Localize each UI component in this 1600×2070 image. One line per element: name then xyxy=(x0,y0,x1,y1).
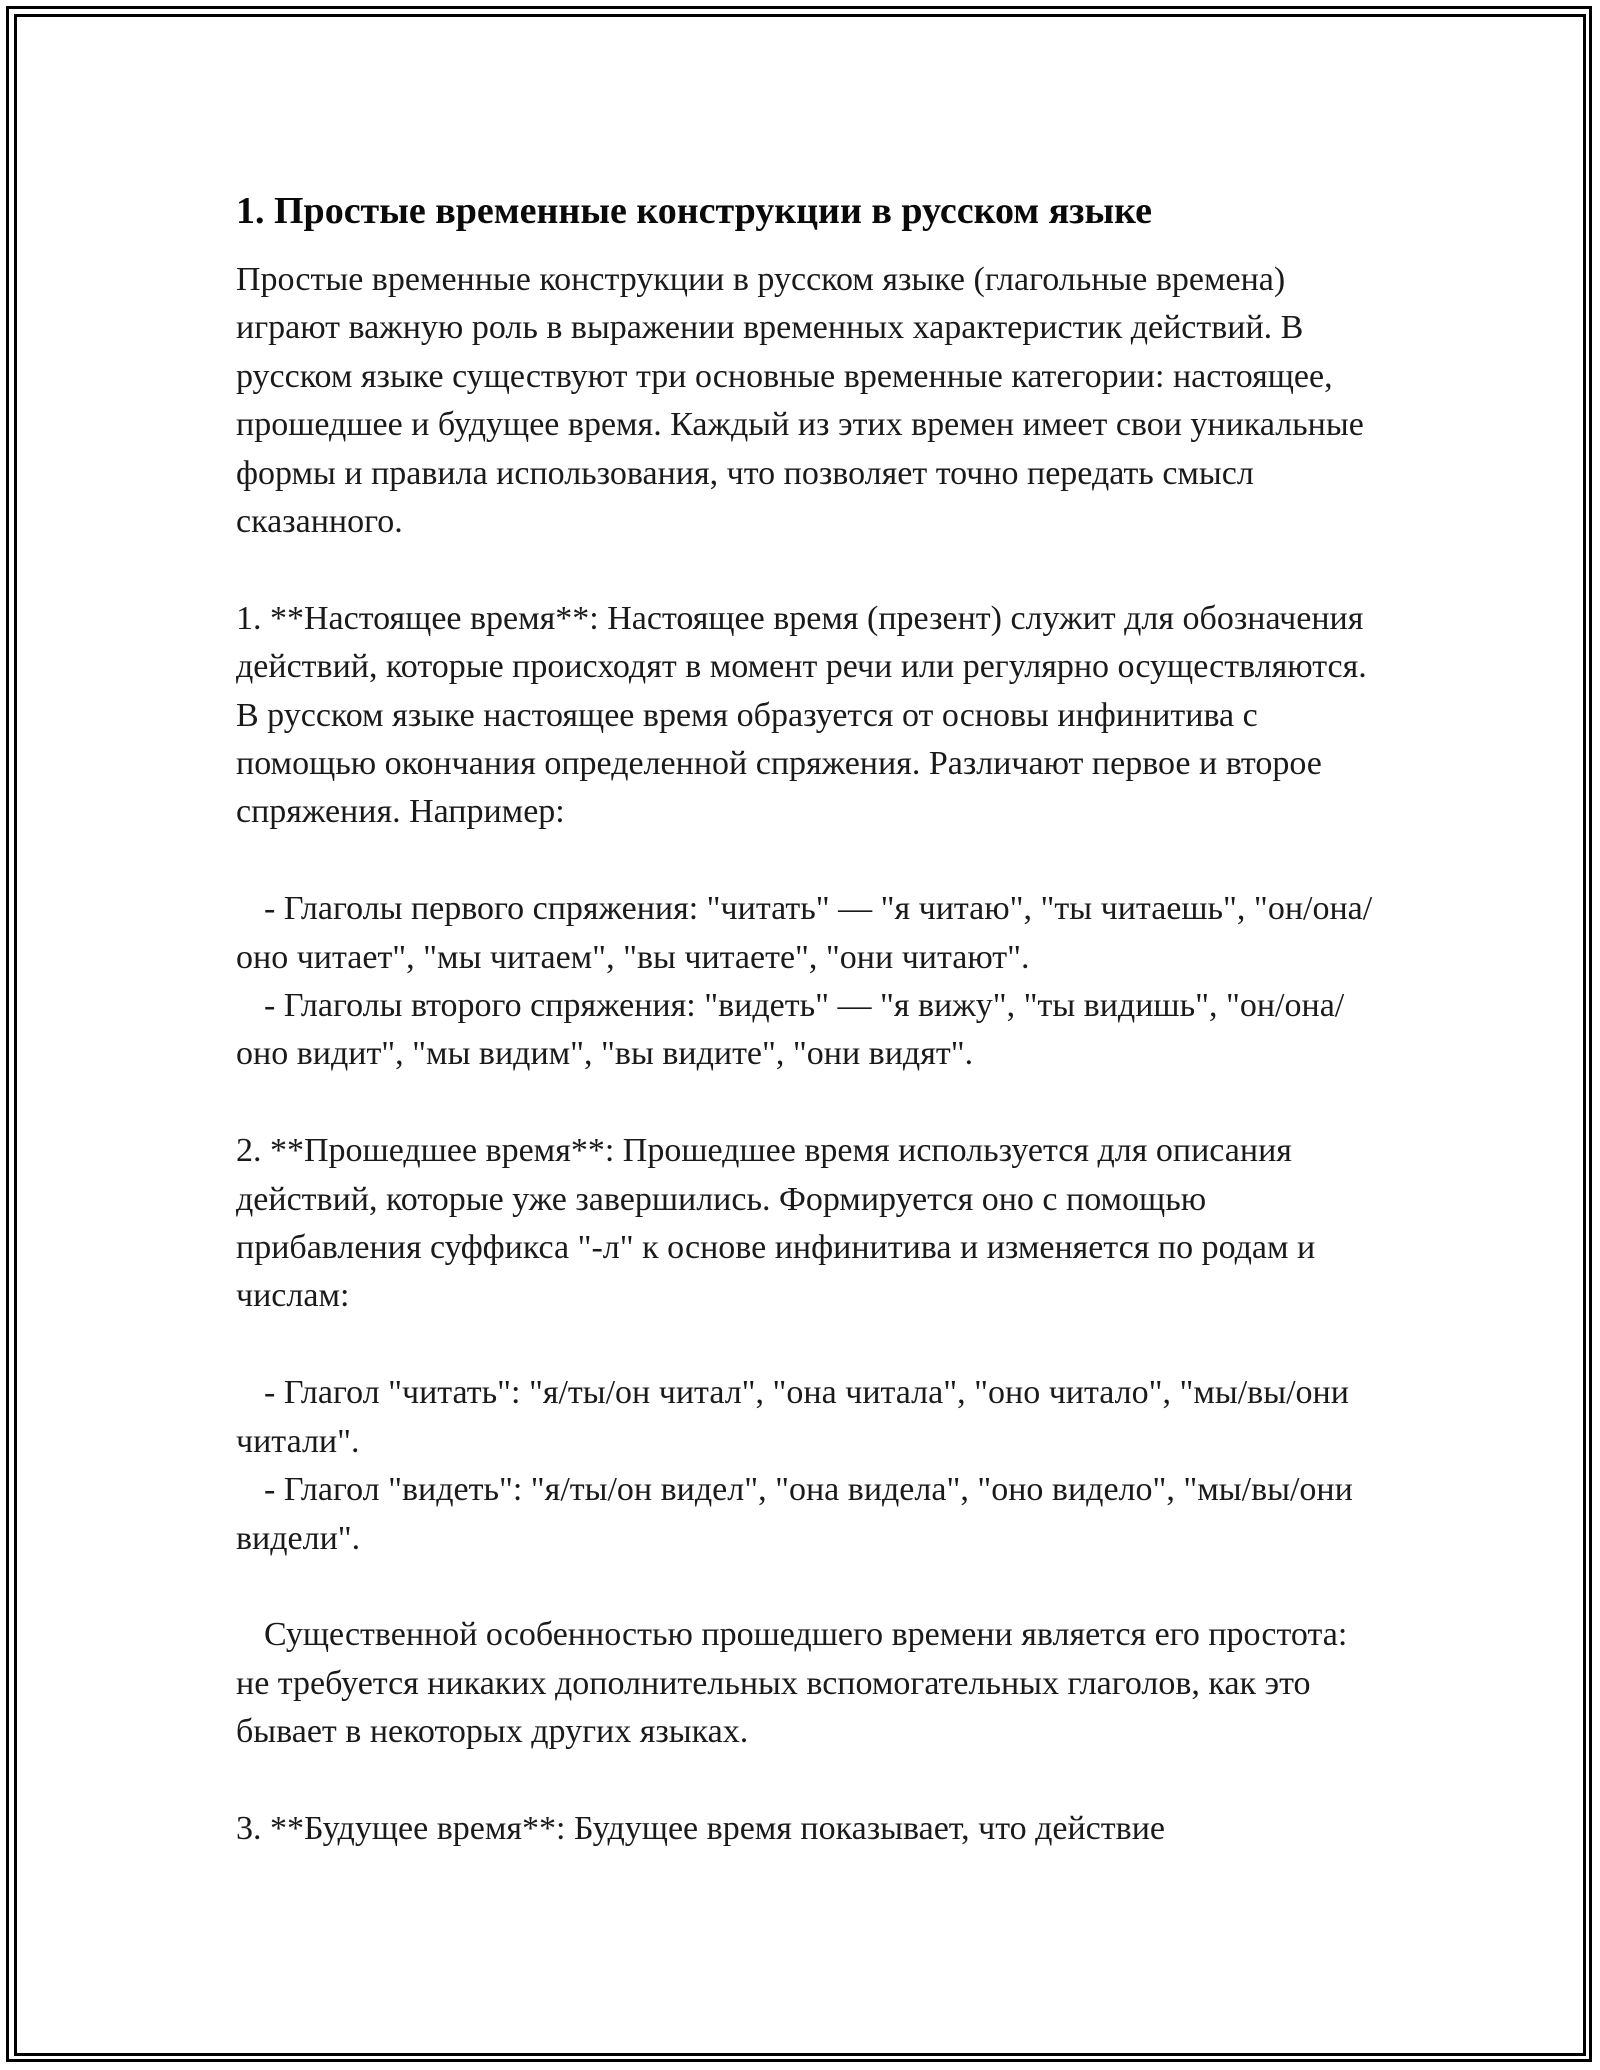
present-example-first-conjugation: - Глаголы первого спряжения: "читать" — "я читаю", "ты читаешь", "он/она/оно читает", "мы читаем", "вы читаете", "они читают". xyxy=(236,890,1373,976)
past-tense-paragraph: 2. **Прошедшее время**: Прошедшее время используется для описания действий, которые уже завершились. Формируется оно с помощью прибавления суффикса "-л" к основе инфинитива и изменяется по родам и числам: xyxy=(236,1132,1316,1315)
present-example-second-conjugation: - Глаголы второго спряжения: "видеть" — "я вижу", "ты видишь", "он/она/оно видит", "мы видим", "вы видите", "они видят". xyxy=(236,987,1345,1073)
present-examples xyxy=(236,885,1376,1079)
present-tense-paragraph: 1. **Настоящее время**: Настоящее время (презент) служит для обозначения действий, которые происходят в момент речи или регулярно осуществляются. В русском языке настоящее время образуется от основы инфинитива с помощью окончания определенной спряжения. Различают первое и второе спряжения. Например: xyxy=(236,599,1367,831)
future-tense-paragraph: 3. **Будущее время**: Будущее время показывает, что действие xyxy=(236,1809,1165,1847)
section-heading: 1. Простые временные конструкции в русском языке xyxy=(236,190,1152,232)
intro-paragraph: Простые временные конструкции в русском языке (глагольные времена) играют важную роль в выражении временных характеристик действий. В русском языке существуют три основные временные категории: настоящее, прошедшее и будущее время. Каждый из этих времен имеет свои уникальные формы и правила использования, что позволяет точно передать смысл сказанного. xyxy=(236,261,1364,541)
past-example-videt: - Глагол "видеть": "я/ты/он видел", "она видела", "оно видело", "мы/вы/они видели". xyxy=(236,1471,1353,1557)
past-tense-note: Существенной особенностью прошедшего времени является его простота: не требуется никаких дополнительных вспомогательных глаголов, как это бывает в некоторых других языках. xyxy=(236,1616,1348,1751)
past-example-chitat: - Глагол "читать": "я/ты/он читал", "она читала", "оно читало", "мы/вы/они читали". xyxy=(236,1374,1349,1460)
document-page xyxy=(236,186,1376,1853)
past-examples xyxy=(236,1369,1376,1563)
